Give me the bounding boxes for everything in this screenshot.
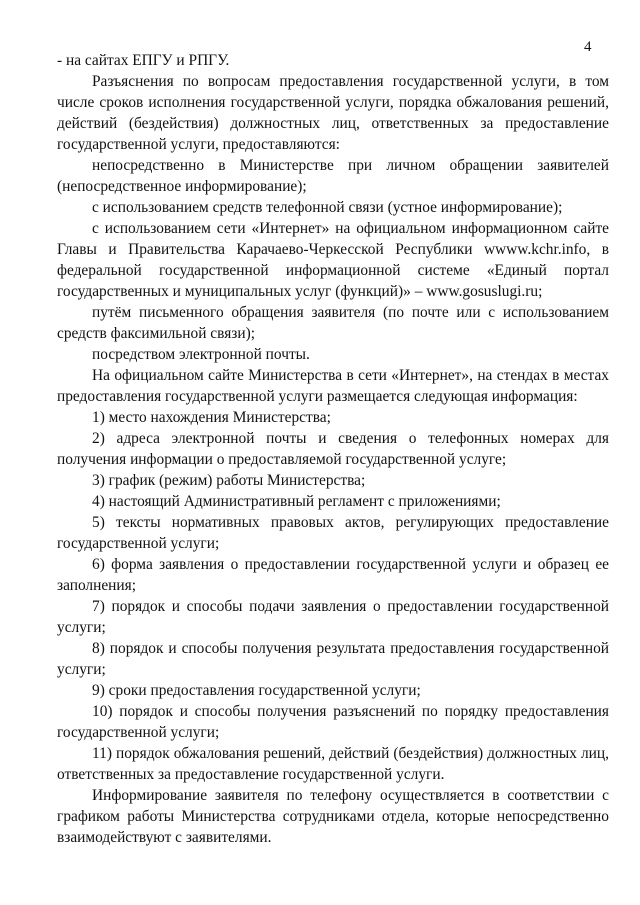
list-item: 1) место нахождения Министерства; [92,409,331,426]
list-item: 2) адреса электронной почты и сведения о телефонных номерах для получения информации о предоставляемой государственной услуге; [57,430,609,468]
list-item: 4) настоящий Административный регламент с приложениями; [92,493,501,510]
page-number: 4 [584,39,592,55]
list-item: 10) порядок и способы получения разъяснений по порядку предоставления государственной услуги; [57,703,609,741]
paragraph: На официальном сайте Министерства в сети «Интернет», на стендах в местах предоставления государственной услуги размещается следующая информация: [57,367,609,405]
paragraph: непосредственно в Министерстве при личном обращении заявителей (непосредственное информирование); [57,157,609,195]
paragraph: посредством электронной почты. [92,346,310,363]
list-item: 9) сроки предоставления государственной услуги; [92,682,421,699]
paragraph: с использованием сети «Интернет» на официальном информационном сайте Главы и Правительства Карачаево-Черкесской Республики wwww.kchr.info, в федеральной государственной информационной системе «Единый портал государственных и муниципальных услуг (функций)» – www.gosuslugi.ru; [57,220,609,300]
paragraph: Разъяснения по вопросам предоставления государственной услуги, в том числе сроков исполнения государственной услуги, порядка обжалования решений, действий (бездействия) должностных лиц, ответственных за предоставление государственной услуги, предоставляются: [57,73,609,153]
list-item: 11) порядок обжалования решений, действий (бездействия) должностных лиц, ответственных за предоставление государственной услуги. [57,745,609,783]
paragraph: Информирование заявителя по телефону осуществляется в соответствии с графиком работы Министерства сотрудниками отдела, которые непосредственно взаимодействуют с заявителями. [57,787,609,846]
paragraph: с использованием средств телефонной связи (устное информирование); [92,199,563,216]
list-item: 8) порядок и способы получения результата предоставления государственной услуги; [57,640,609,678]
list-item: 7) порядок и способы подачи заявления о предоставлении государственной услуги; [57,598,609,636]
paragraph: - на сайтах ЕПГУ и РПГУ. [57,52,230,69]
list-item: 5) тексты нормативных правовых актов, регулирующих предоставление государственной услуги; [57,514,609,552]
paragraph: путём письменного обращения заявителя (по почте или с использованием средств факсимильной связи); [57,304,609,342]
document-body [57,50,609,848]
list-item: 6) форма заявления о предоставлении государственной услуги и образец ее заполнения; [57,556,609,594]
list-item: 3) график (режим) работы Министерства; [92,472,366,489]
